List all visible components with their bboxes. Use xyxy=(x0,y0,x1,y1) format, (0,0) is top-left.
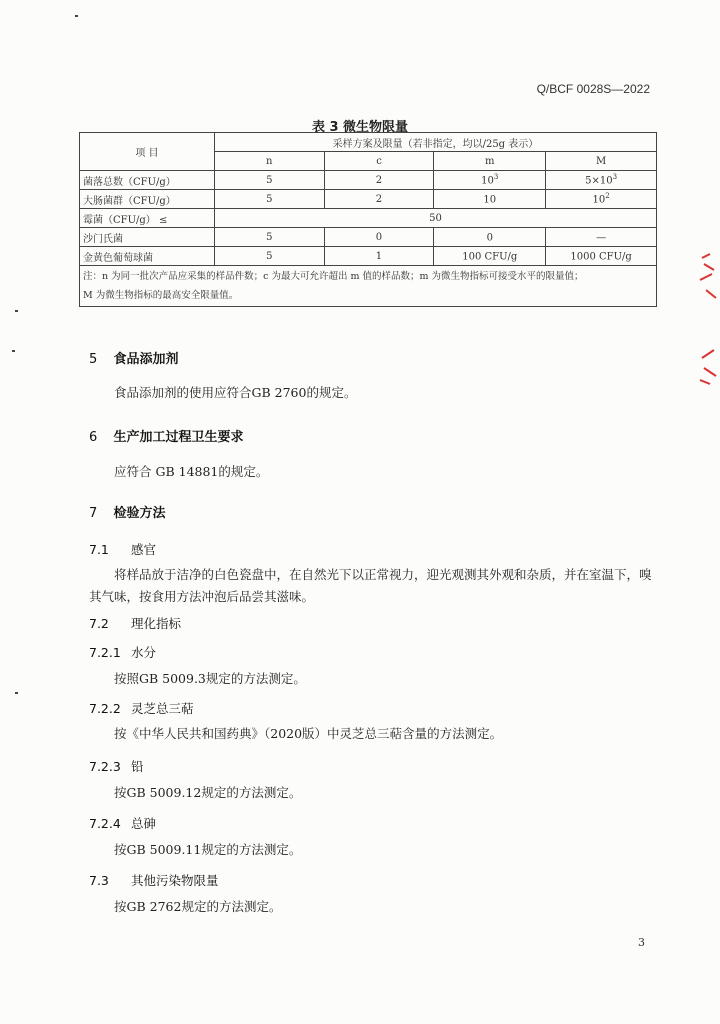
section-7-2-4-heading: 7.2.4 总砷 xyxy=(89,816,157,831)
table-header-row xyxy=(80,133,657,152)
page-number: 3 xyxy=(638,936,645,949)
cell-M: — xyxy=(546,228,657,247)
row-item: 霉菌（CFU/g） ≤ xyxy=(80,209,215,228)
section-7-3-heading: 7.3 其他污染物限量 xyxy=(89,873,219,888)
cell-M: $10^2$ xyxy=(546,190,657,209)
scan-speck xyxy=(12,350,15,352)
row-item: 金黄色葡萄球菌 xyxy=(80,247,215,266)
document-code: Q/BCF 0028S—2022 xyxy=(536,82,650,96)
cell-M: 1000 CFU/g xyxy=(546,247,657,266)
section-5-text: 食品添加剂的使用应符合GB 2760的规定。 xyxy=(114,385,357,400)
cell-c: 1 xyxy=(324,247,434,266)
table-row xyxy=(80,171,657,190)
table-row xyxy=(80,228,657,247)
plan-header: 采样方案及限量（若非指定，均以/25g 表示） xyxy=(214,133,656,152)
section-7-2-3-text: 按GB 5009.12规定的方法测定。 xyxy=(114,785,302,800)
cell-n: 5 xyxy=(214,171,324,190)
cell-c: 2 xyxy=(324,171,434,190)
cell-M: $5\times 10^3$ xyxy=(546,171,657,190)
cell-m: 10 xyxy=(434,190,546,209)
cell-c: 0 xyxy=(324,228,434,247)
section-7-2-3-heading: 7.2.3 铅 xyxy=(89,759,144,774)
cell-n: 5 xyxy=(214,247,324,266)
cell-c: 2 xyxy=(324,190,434,209)
item-header: 项 目 xyxy=(80,133,215,171)
table-note xyxy=(80,266,657,307)
section-7-2-heading: 7.2 理化指标 xyxy=(89,616,182,631)
section-7-1-text: 将样品放于洁净的白色瓷盘中，在自然光下以正常视力，迎光观测其外观和杂质，并在室温下，嗅其气味，按食用方法冲泡后品尝其滋味。 xyxy=(89,567,652,604)
col-header-c: c xyxy=(324,152,434,171)
scan-speck xyxy=(15,310,18,312)
section-6-text: 应符合 GB 14881的规定。 xyxy=(114,464,269,479)
cell-n: 5 xyxy=(214,190,324,209)
stamp-fragment-icon xyxy=(696,250,720,390)
scan-speck xyxy=(15,692,18,694)
section-7-2-4-text: 按GB 5009.11规定的方法测定。 xyxy=(114,842,302,857)
col-header-m-small: m xyxy=(434,152,546,171)
section-7-heading: 7 检验方法 xyxy=(89,506,166,521)
section-7-2-1-heading: 7.2.1 水分 xyxy=(89,645,157,660)
section-7-1-heading: 7.1 感官 xyxy=(89,542,157,557)
microbial-limits-table xyxy=(79,132,657,307)
cell-n: 5 xyxy=(214,228,324,247)
row-item: 大肠菌群（CFU/g） xyxy=(80,190,215,209)
note-line-1: 注：n 为同一批次产品应采集的样品件数；c 为最大可允许超出 m 值的样品数；m 为微生物指标可接受水平的限量值； xyxy=(83,271,584,282)
scan-speck xyxy=(75,15,78,17)
table-row xyxy=(80,190,657,209)
section-7-2-2-heading: 7.2.2 灵芝总三萜 xyxy=(89,701,194,716)
col-header-n: n xyxy=(214,152,324,171)
table-row xyxy=(80,247,657,266)
section-5-heading: 5 食品添加剂 xyxy=(89,352,179,367)
section-7-2-2-text: 按《中华人民共和国药典》（2020版）中灵芝总三萜含量的方法测定。 xyxy=(114,726,503,741)
row-item: 菌落总数（CFU/g） xyxy=(80,171,215,190)
table-row xyxy=(80,209,657,228)
row-item: 沙门氏菌 xyxy=(80,228,215,247)
cell-m: 0 xyxy=(434,228,546,247)
section-7-3-text: 按GB 2762规定的方法测定。 xyxy=(114,899,282,914)
section-7-2-1-text: 按照GB 5009.3规定的方法测定。 xyxy=(114,671,306,686)
col-header-m-large: M xyxy=(546,152,657,171)
cell-m: 100 CFU/g xyxy=(434,247,546,266)
cell-m: $10^3$ xyxy=(434,171,546,190)
note-line-2: M 为微生物指标的最高安全限量值。 xyxy=(83,290,239,301)
table-title: 表 3 微生物限量 xyxy=(311,120,409,135)
section-6-heading: 6 生产加工过程卫生要求 xyxy=(89,430,244,445)
cell-merged-limit: 50 xyxy=(214,209,656,228)
table-note-row xyxy=(80,266,657,307)
